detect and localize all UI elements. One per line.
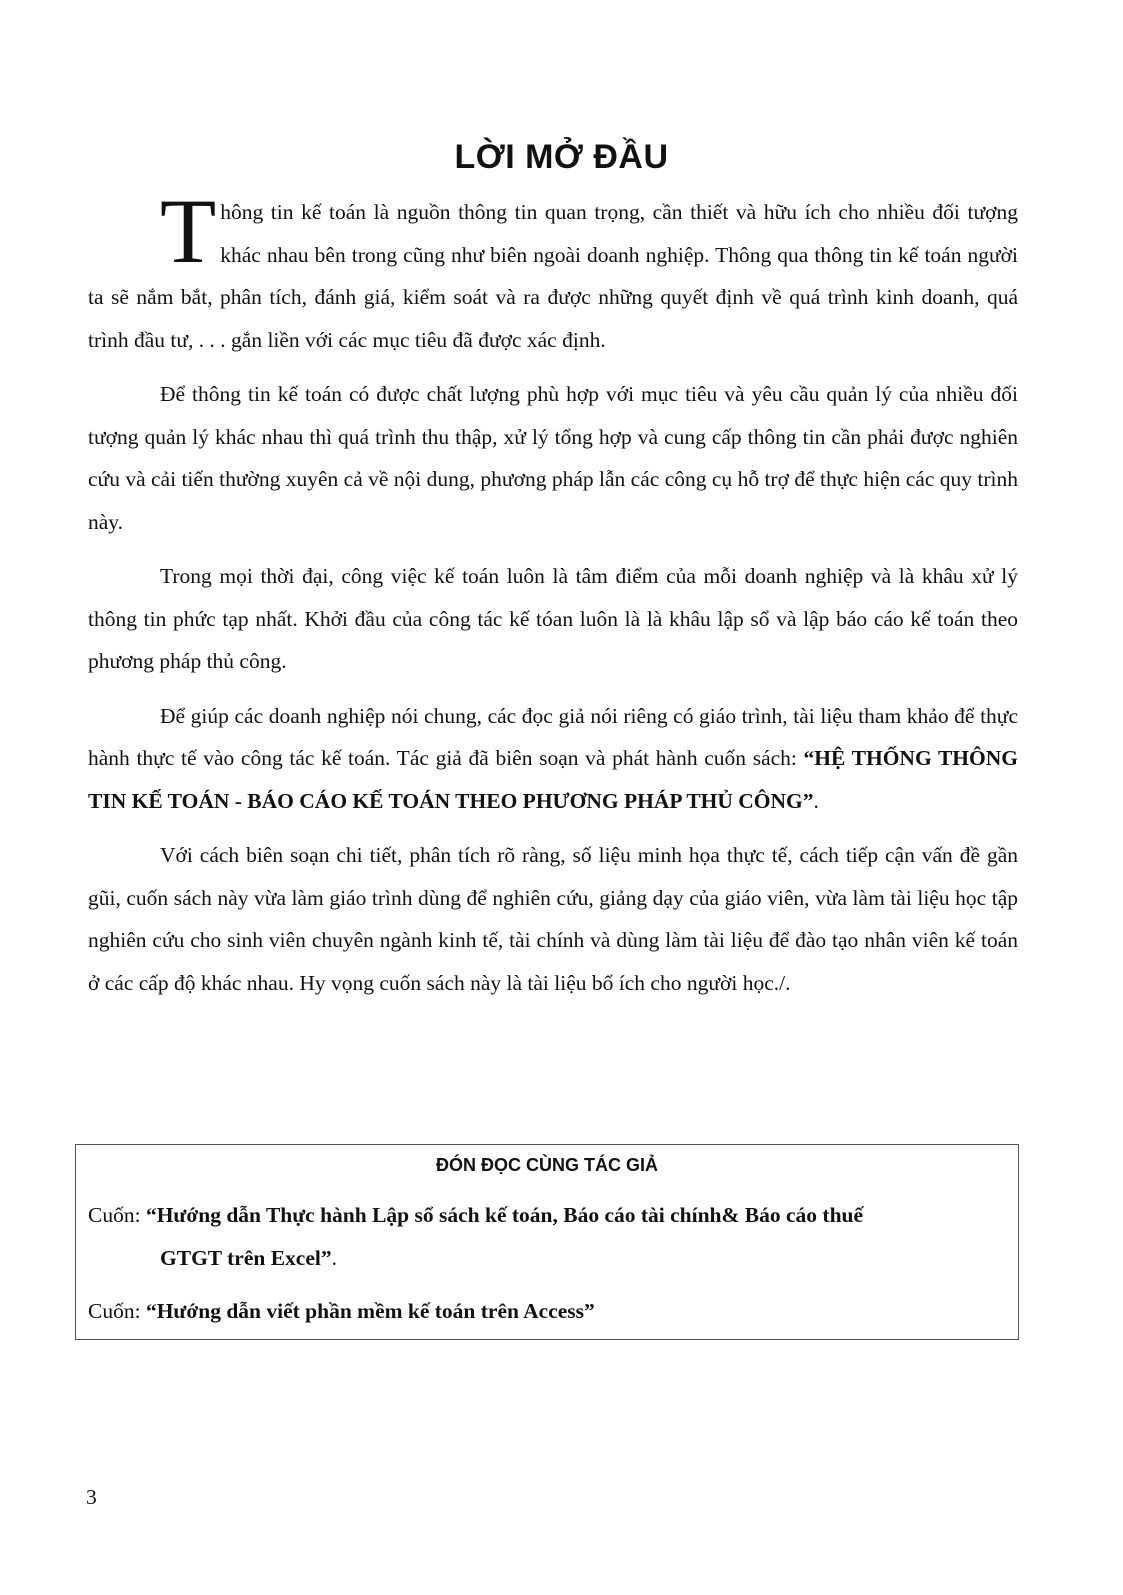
book-entry-2 bbox=[88, 1290, 1016, 1333]
paragraph-4-end: . bbox=[813, 788, 819, 813]
page-number: 3 bbox=[86, 1485, 97, 1509]
book-entry-1-suffix: . bbox=[331, 1246, 337, 1270]
box-title: ĐÓN ĐỌC CÙNG TÁC GIẢ bbox=[436, 1155, 658, 1175]
book-entry-1-prefix: Cuốn: bbox=[88, 1203, 146, 1227]
page-title: LỜI MỞ ĐẦU bbox=[454, 138, 669, 176]
book-entry-1-title-line2: GTGT trên Excel” bbox=[160, 1246, 332, 1270]
paragraph-4-text: Để giúp các doanh nghiệp nói chung, các đọc giả nói riêng có giáo trình, tài liệu tham khảo để thực hành thực tế vào công tác kế toán. Tác giả đã biên soạn và phát hành cuốn sách: bbox=[88, 703, 1018, 770]
book-title-quote: “HỆ THỐNG THÔNG TIN KẾ TOÁN - BÁO CÁO KẾ TOÁN THEO PHƯƠNG PHÁP THỦ CÔNG” bbox=[88, 746, 1018, 813]
paragraph-1-text: hông tin kế toán là nguồn thông tin quan trọng, cần thiết và hữu ích cho nhiều đối tượng khác nhau bên trong cũng như biên ngoài doanh nghiệp. Thông qua thông tin kế toán người ta sẽ nắm bắt, phân tích, đánh giá, kiểm soát và ra được những quyết định về quá trình kinh doanh, quá trình đầu tư, . . . gắn liền với các mục tiêu đã được xác định. bbox=[88, 200, 1018, 352]
paragraph-2: Để thông tin kế toán có được chất lượng phù hợp với mục tiêu và yêu cầu quản lý của nhiều đối tượng quản lý khác nhau thì quá trình thu thập, xử lý tổng hợp và cung cấp thông tin cần phải được nghiên cứu và cải tiến thường xuyên cả về nội dung, phương pháp lẫn các công cụ hỗ trợ để thực hiện các quy trình này. bbox=[88, 382, 1018, 534]
book-entry-1-title-line1: “Hướng dẫn Thực hành Lập sổ sách kế toán, Báo cáo tài chính& Báo cáo thuế bbox=[145, 1203, 864, 1227]
drop-cap-letter: T bbox=[160, 180, 217, 282]
book-entry-2-prefix: Cuốn: bbox=[88, 1299, 146, 1323]
book-entry-1 bbox=[88, 1194, 1016, 1280]
book-entry-1-continuation bbox=[88, 1237, 1016, 1280]
book-entry-2-title: “Hướng dẫn viết phần mềm kế toán trên Access” bbox=[145, 1299, 595, 1323]
paragraph-3: Trong mọi thời đại, công việc kế toán luôn là tâm điểm của mỗi doanh nghiệp và là khâu xử lý thông tin phức tạp nhất. Khởi đầu của công tác kế tóan luôn là là khâu lập sổ và lập báo cáo kế toán theo phương pháp thủ công. bbox=[88, 564, 1018, 673]
body-text bbox=[88, 180, 1018, 1016]
recommended-reading-box bbox=[75, 1144, 1019, 1340]
paragraph-5: Với cách biên soạn chi tiết, phân tích rõ ràng, số liệu minh họa thực tế, cách tiếp cận vấn đề gần gũi, cuốn sách này vừa làm giáo trình dùng để nghiên cứu, giảng dạy của giáo viên, vừa làm tài liệu học tập nghiên cứu cho sinh viên chuyên ngành kinh tế, tài chính và dùng làm tài liệu để đào tạo nhân viên kế toán ở các cấp độ khác nhau. Hy vọng cuốn sách này là tài liệu bổ ích cho người học./. bbox=[88, 843, 1018, 995]
paragraph-1 bbox=[88, 180, 1018, 361]
paragraph-4 bbox=[88, 695, 1018, 823]
